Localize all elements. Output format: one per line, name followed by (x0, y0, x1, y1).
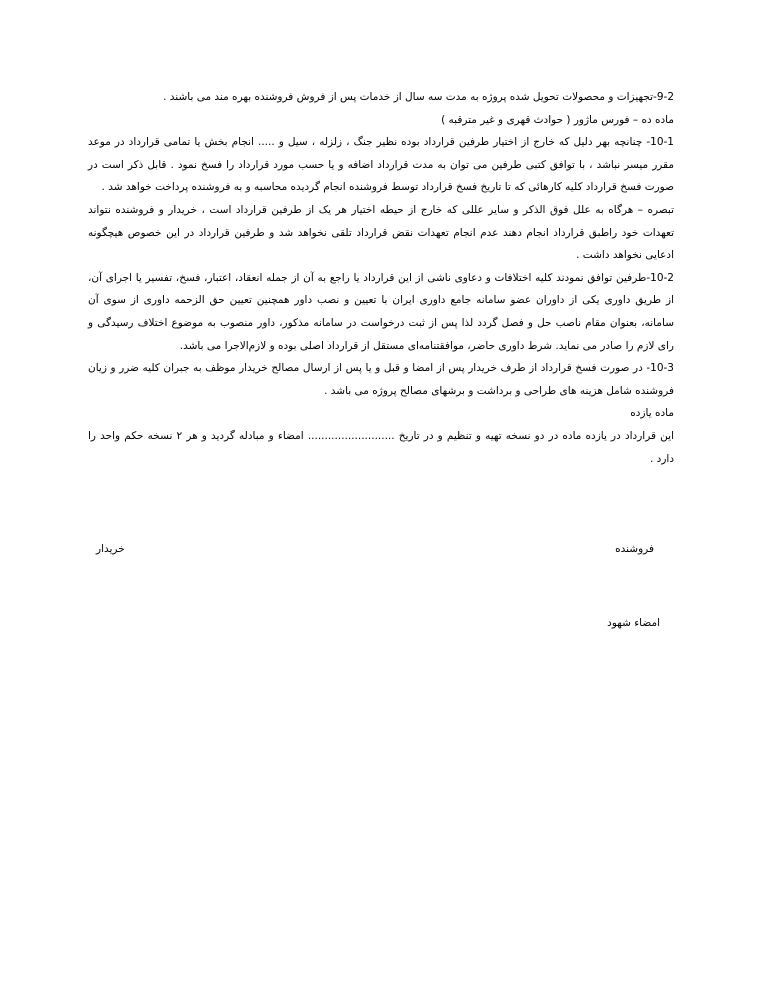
article-10-heading: ماده ده – فورس ماژور ( حوادث قهری و غیر مترقبه ) (441, 113, 674, 126)
clause-10-2: 10-2-طرفین توافق نمودند کلیه اختلافات و دعاوی ناشی از این قرارداد یا راجع به آن از جمله انعقاد، اعتبار، فسخ، تفسیر یا اجرای آن، از طریق داوری یکی از داوران عضو سامانه جامع داوری ایران با تعیین و نصب داور همچنین تعیین حق الزحمه داوری از سوی آن سامانه، بعنوان مقام ناصب حل و فصل گردد لذا پس از ثبت درخواست در سامانه مذکور، داور منصوب به موضوع اختلاف رسیدگی و رای لازم را صادر می نماید. شرط داوری حاضر، موافقتنامه‌ای مستقل از قرارداد اصلی بوده و لازم‌الاجرا می باشد. (88, 271, 674, 352)
seller-signature-label: فروشنده (615, 543, 654, 555)
clause-10-1: 10-1- چنانچه بهر دلیل که خارج از اختیار طرفین قرارداد بوده نظیر جنگ ، زلزله ، سیل و ..... انجام بخش یا تمامی قرارداد در موعد مقرر میسر نباشد ، با توافق کتبی طرفین می توان به مدت قرارداد اضافه و یا حسب مورد قرارداد را فسخ نمود . قابل ذکر است در صورت فسخ قرارداد کلیه کارهائی که تا تاریخ فسخ قرارداد توسط فروشنده انجام گردیده محاسبه و به فروشنده پرداخت خواهد شد . (88, 136, 674, 194)
article-11-heading: ماده یازده (630, 407, 674, 420)
contract-body (88, 86, 674, 470)
witnesses-signature-label: امضاء شهود (607, 617, 660, 629)
clause-10-3: 10-3- در صورت فسخ قرارداد از طرف خریدار پس از امضا و قبل و یا پس از ارسال مصالح خریدار موظف به جبران کلیه ضرر و زیان فروشنده شامل هزینه های طراحی و برداشت و برشهای مصالح پروژه می باشد . (88, 362, 674, 397)
note-paragraph: تبصره – هرگاه به علل فوق الذکر و سایر عللی که خارج از حیطه اختیار هر یک از طرفین قرارداد است ، خریدار و فروشنده نتواند تعهدات خود راطبق قرارداد انجام دهند عدم انجام تعهدات نقض قرارداد تلقی نخواهد شد و طرفین قرارداد در این خصوص هیچگونه ادعایی نخواهد داشت . (88, 203, 674, 262)
closing-paragraph: این قرارداد در یازده ماده در دو نسخه تهیه و تنظیم و در تاریخ .......................... امضاء و مبادله گردید و هر ۲ نسخه حکم واحد را دارد . (88, 429, 674, 465)
clause-9-2: 9-2-تجهیزات و محصولات تحویل شده پروژه به مدت سه سال از خدمات پس از فروش فروشنده بهره مند می باشند . (163, 91, 674, 103)
buyer-signature-label: خریدار (96, 543, 125, 555)
